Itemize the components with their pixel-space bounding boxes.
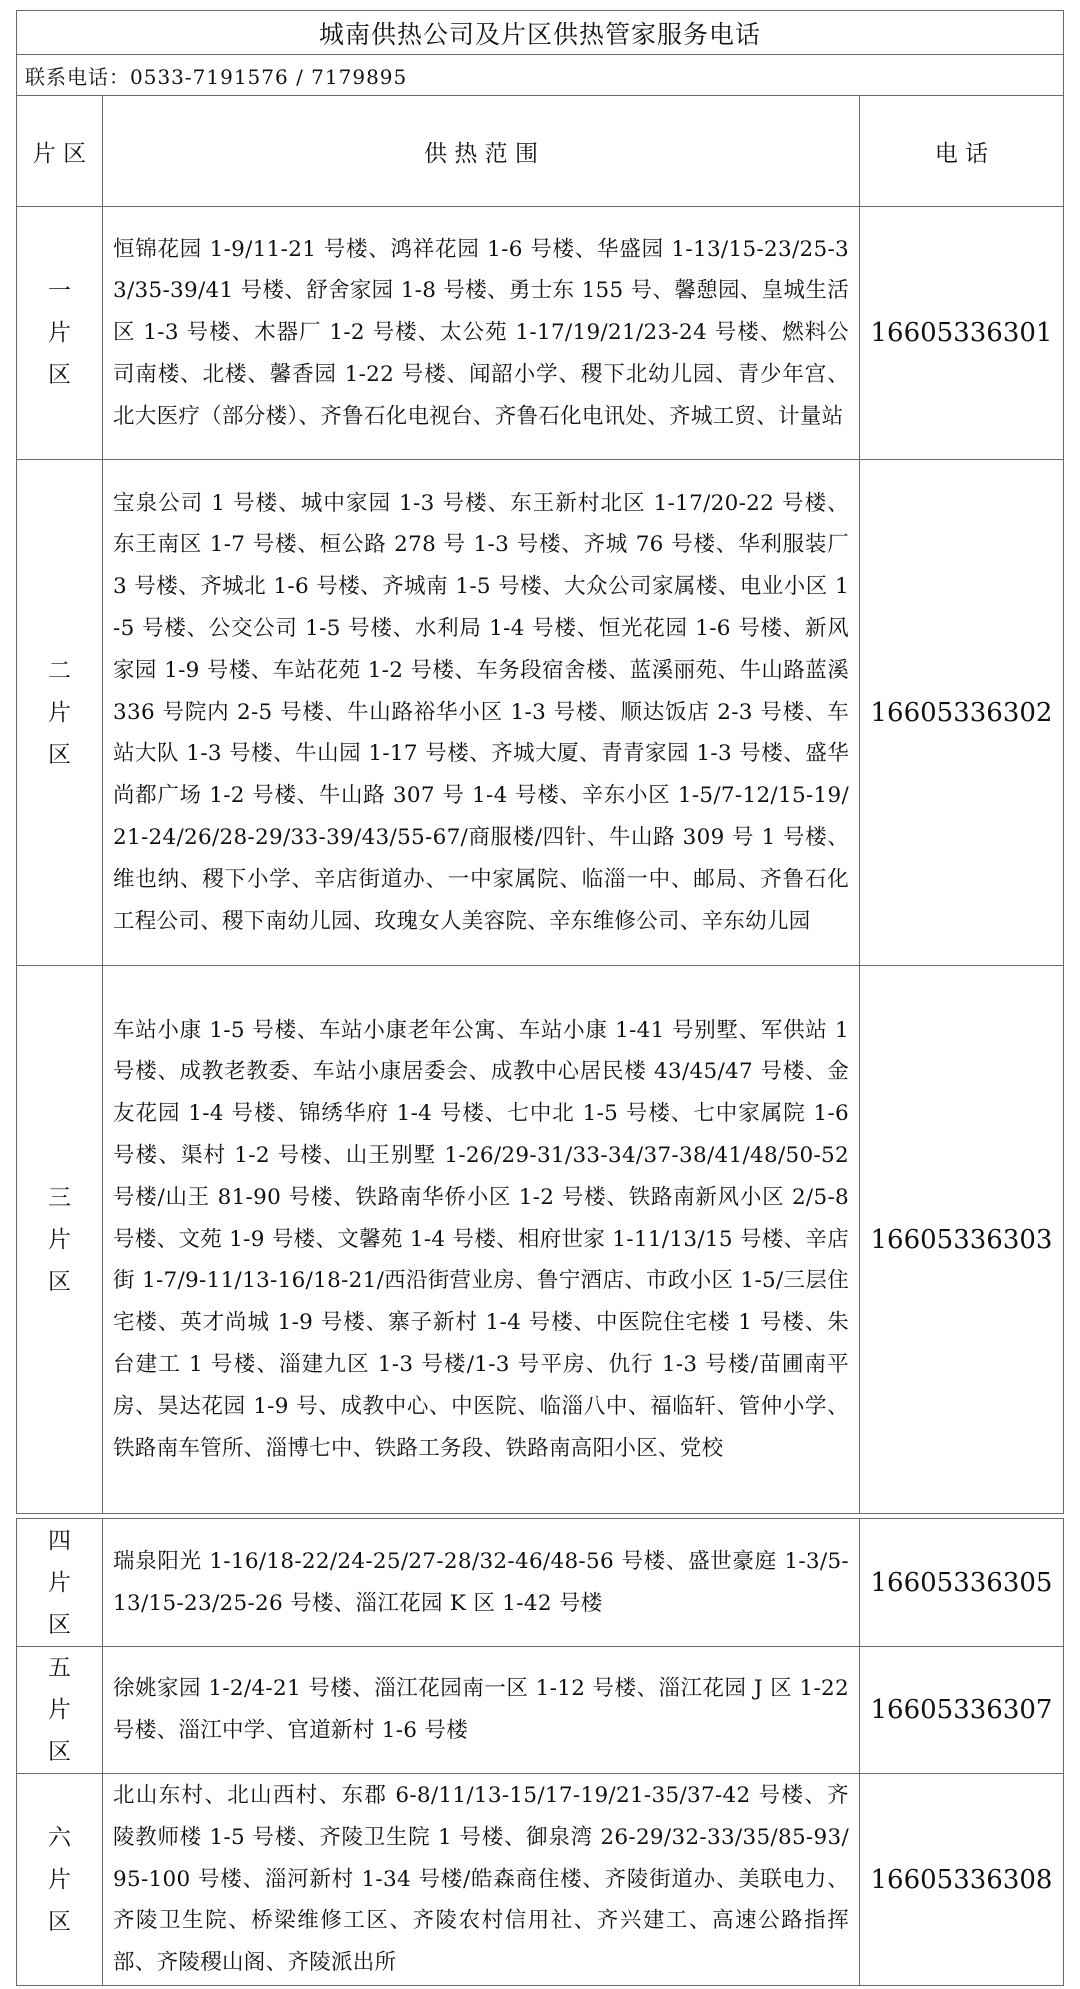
table-row [17,460,1064,966]
header-phone: 电 话 [860,96,1064,207]
service-range: 北山东村、北山西村、东郡 6-8/11/13-15/17-19/21-35/37-42 号楼、齐陵教师楼 1-5 号楼、齐陵卫生院 1 号楼、御泉湾 26-29/32-33/35/85-93/95-100 号楼、淄河新村 1-34 号楼/皓森商住楼、齐陵街道办、美联电力、齐陵卫生院、桥梁维修工区、齐陵农村信用社、齐兴建工、高速公路指挥部、齐陵稷山阁、齐陵派出所 [103,1774,860,1986]
contact-numbers: 0533-7191576 / 7179895 [130,64,408,89]
zone-char: 二 [48,657,71,684]
zone-char: 四 [48,1527,71,1554]
zone-char: 片 [48,1866,71,1893]
title-row [17,11,1064,55]
zone-label [17,1519,103,1647]
phone-number: 16605336305 [860,1519,1064,1647]
table-row [17,966,1064,1514]
phone-number: 16605336302 [860,460,1064,966]
zone-char: 片 [48,699,71,726]
phone-number: 16605336308 [860,1774,1064,1986]
heating-service-table [16,10,1064,1986]
zone-char: 区 [48,362,71,388]
zone-char: 片 [48,320,71,346]
zone-label [17,966,103,1514]
service-range: 徐姚家园 1-2/4-21 号楼、淄江花园南一区 1-12 号楼、淄江花园 J 区 1-22 号楼、淄江中学、官道新村 1-6 号楼 [103,1647,860,1774]
header-zone: 片 区 [17,96,103,207]
service-range: 瑞泉阳光 1-16/18-22/24-25/27-28/32-46/48-56 号楼、盛世豪庭 1-3/5-13/15-23/25-26 号楼、淄江花园 K 区 1-42 号楼 [103,1519,860,1647]
zone-label [17,1774,103,1986]
zone-char: 三 [48,1184,71,1211]
zone-char: 片 [48,1569,71,1596]
table-row [17,1774,1064,1986]
table-title: 城南供热公司及片区供热管家服务电话 [17,11,1064,55]
phone-number: 16605336303 [860,966,1064,1514]
zone-char: 区 [48,1908,71,1935]
phone-number: 16605336301 [860,207,1064,460]
zone-char: 六 [48,1824,71,1851]
header-range: 供 热 范 围 [103,96,860,207]
contact-label: 联系电话： [25,64,130,89]
service-range: 恒锦花园 1-9/11-21 号楼、鸿祥花园 1-6 号楼、华盛园 1-13/15-23/25-33/35-39/41 号楼、舒舍家园 1-8 号楼、勇士东 155 号、馨憩园、皇城生活区 1-3 号楼、木器厂 1-2 号楼、太公苑 1-17/19/21/23-24 号楼、燃料公司南楼、北楼、馨香园 1-22 号楼、闻韶小学、稷下北幼儿园、青少年宫、北大医疗（部分楼）、齐鲁石化电视台、齐鲁石化电讯处、齐城工贸、计量站 [103,207,860,460]
zone-char: 一 [48,278,71,304]
table-row [17,207,1064,460]
table-row [17,1647,1064,1774]
zone-char: 区 [48,741,71,768]
zone-char: 片 [48,1697,71,1723]
zone-char: 五 [48,1655,71,1681]
zone-char: 区 [48,1268,71,1295]
zone-char: 区 [48,1739,71,1765]
zone-char: 片 [48,1226,71,1253]
zone-label [17,207,103,460]
header-row [17,96,1064,207]
contact-row [17,55,1064,96]
zone-label [17,460,103,966]
contact-info [17,55,1064,96]
phone-number: 16605336307 [860,1647,1064,1774]
zone-label [17,1647,103,1774]
service-range: 车站小康 1-5 号楼、车站小康老年公寓、车站小康 1-41 号别墅、军供站 1 号楼、成教老教委、车站小康居委会、成教中心居民楼 43/45/47 号楼、金友花园 1-4 号楼、锦绣华府 1-4 号楼、七中北 1-5 号楼、七中家属院 1-6 号楼、渠村 1-2 号楼、山王别墅 1-26/29-31/33-34/37-38/41/48/50-52 号楼/山王 81-90 号楼、铁路南华侨小区 1-2 号楼、铁路南新风小区 2/5-8 号楼、文苑 1-9 号楼、文馨苑 1-4 号楼、相府世家 1-11/13/15 号楼、辛店街 1-7/9-11/13-16/18-21/西沿街营业房、鲁宁酒店、市政小区 1-5/三层住宅楼、英才尚城 1-9 号楼、寨子新村 1-4 号楼、中医院住宅楼 1 号楼、朱台建工 1 号楼、淄建九区 1-3 号楼/1-3 号平房、仇行 1-3 号楼/苗圃南平房、昊达花园 1-9 号、成教中心、中医院、临淄八中、福临轩、管仲小学、铁路南车管所、淄博七中、铁路工务段、铁路南高阳小区、党校 [103,966,860,1514]
table-row [17,1519,1064,1647]
service-range: 宝泉公司 1 号楼、城中家园 1-3 号楼、东王新村北区 1-17/20-22 号楼、东王南区 1-7 号楼、桓公路 278 号 1-3 号楼、齐城 76 号楼、华利服装厂 3 号楼、齐城北 1-6 号楼、齐城南 1-5 号楼、大众公司家属楼、电业小区 1-5 号楼、公交公司 1-5 号楼、水利局 1-4 号楼、恒光花园 1-6 号楼、新风家园 1-9 号楼、车站花苑 1-2 号楼、车务段宿舍楼、蓝溪丽苑、牛山路蓝溪 336 号院内 2-5 号楼、牛山路裕华小区 1-3 号楼、顺达饭店 2-3 号楼、车站大队 1-3 号楼、牛山园 1-17 号楼、齐城大厦、青青家园 1-3 号楼、盛华尚都广场 1-2 号楼、牛山路 307 号 1-4 号楼、辛东小区 1-5/7-12/15-19/21-24/26/28-29/33-39/43/55-67/商服楼/四针、牛山路 309 号 1 号楼、维也纳、稷下小学、辛店街道办、一中家属院、临淄一中、邮局、齐鲁石化工程公司、稷下南幼儿园、玫瑰女人美容院、辛东维修公司、辛东幼儿园 [103,460,860,966]
zone-char: 区 [48,1611,71,1638]
